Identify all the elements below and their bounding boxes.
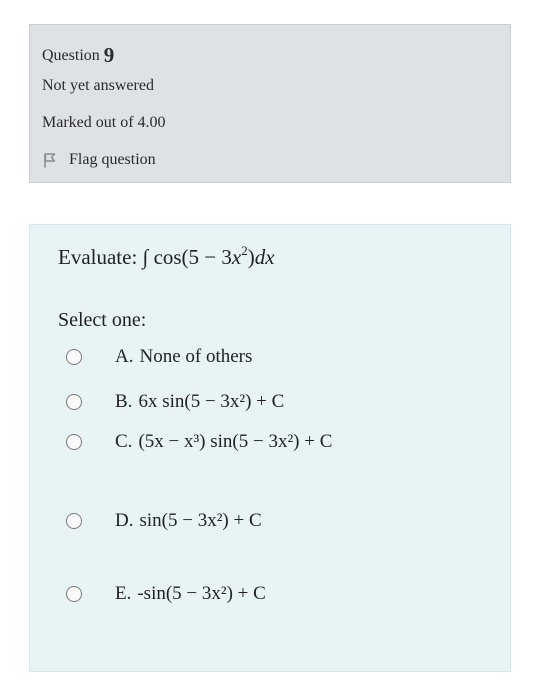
question-text — [58, 245, 275, 270]
radio-button-d[interactable] — [66, 513, 82, 529]
option-text-b: 6x sin(5 − 3x²) + C — [138, 391, 285, 412]
formula-func: cos(5 − 3 — [153, 245, 232, 269]
question-formulation — [29, 224, 511, 672]
integral-sign: ∫ — [142, 245, 149, 269]
formula-tail: ) — [247, 245, 255, 269]
radio-button-e[interactable] — [66, 586, 82, 602]
option-letter-a: A. — [115, 346, 134, 367]
formula-var: x — [231, 245, 242, 269]
question-text-prefix: Evaluate: — [58, 245, 143, 269]
question-formula — [143, 245, 275, 269]
flag-question-link[interactable] — [42, 151, 156, 169]
answer-label-e[interactable] — [115, 583, 266, 605]
formula-exp: 2 — [241, 243, 248, 258]
question-info-panel — [29, 24, 511, 183]
answer-label-d[interactable] — [115, 510, 262, 532]
option-letter-b: B. — [115, 391, 133, 412]
question-label: Question — [42, 47, 100, 64]
flag-question-label[interactable]: Flag question — [69, 151, 156, 168]
answer-option-a[interactable] — [66, 346, 252, 368]
select-one-prompt: Select one: — [58, 309, 147, 331]
option-text-a: None of others — [139, 346, 253, 367]
radio-button-c[interactable] — [66, 434, 82, 450]
question-grade: Marked out of 4.00 — [42, 114, 166, 131]
answer-option-d[interactable] — [66, 510, 262, 532]
answer-option-e[interactable] — [66, 583, 266, 605]
question-state: Not yet answered — [42, 77, 154, 94]
option-text-e: -sin(5 − 3x²) + C — [137, 583, 266, 604]
answer-option-b[interactable] — [66, 391, 284, 413]
question-number: 9 — [103, 43, 115, 67]
option-letter-d: D. — [115, 510, 134, 531]
flag-icon[interactable] — [42, 152, 58, 168]
option-letter-e: E. — [115, 583, 132, 604]
option-text-c: (5x − x³) sin(5 − 3x²) + C — [138, 431, 333, 452]
option-text-d: sin(5 − 3x²) + C — [139, 510, 262, 531]
answer-label-c[interactable] — [115, 431, 332, 453]
radio-button-b[interactable] — [66, 394, 82, 410]
answer-label-a[interactable] — [115, 346, 252, 368]
question-title — [42, 41, 114, 66]
radio-button-a[interactable] — [66, 349, 82, 365]
answer-label-b[interactable] — [115, 391, 284, 413]
formula-dx: dx — [254, 245, 275, 269]
answer-option-c[interactable] — [66, 431, 332, 453]
option-letter-c: C. — [115, 431, 133, 452]
